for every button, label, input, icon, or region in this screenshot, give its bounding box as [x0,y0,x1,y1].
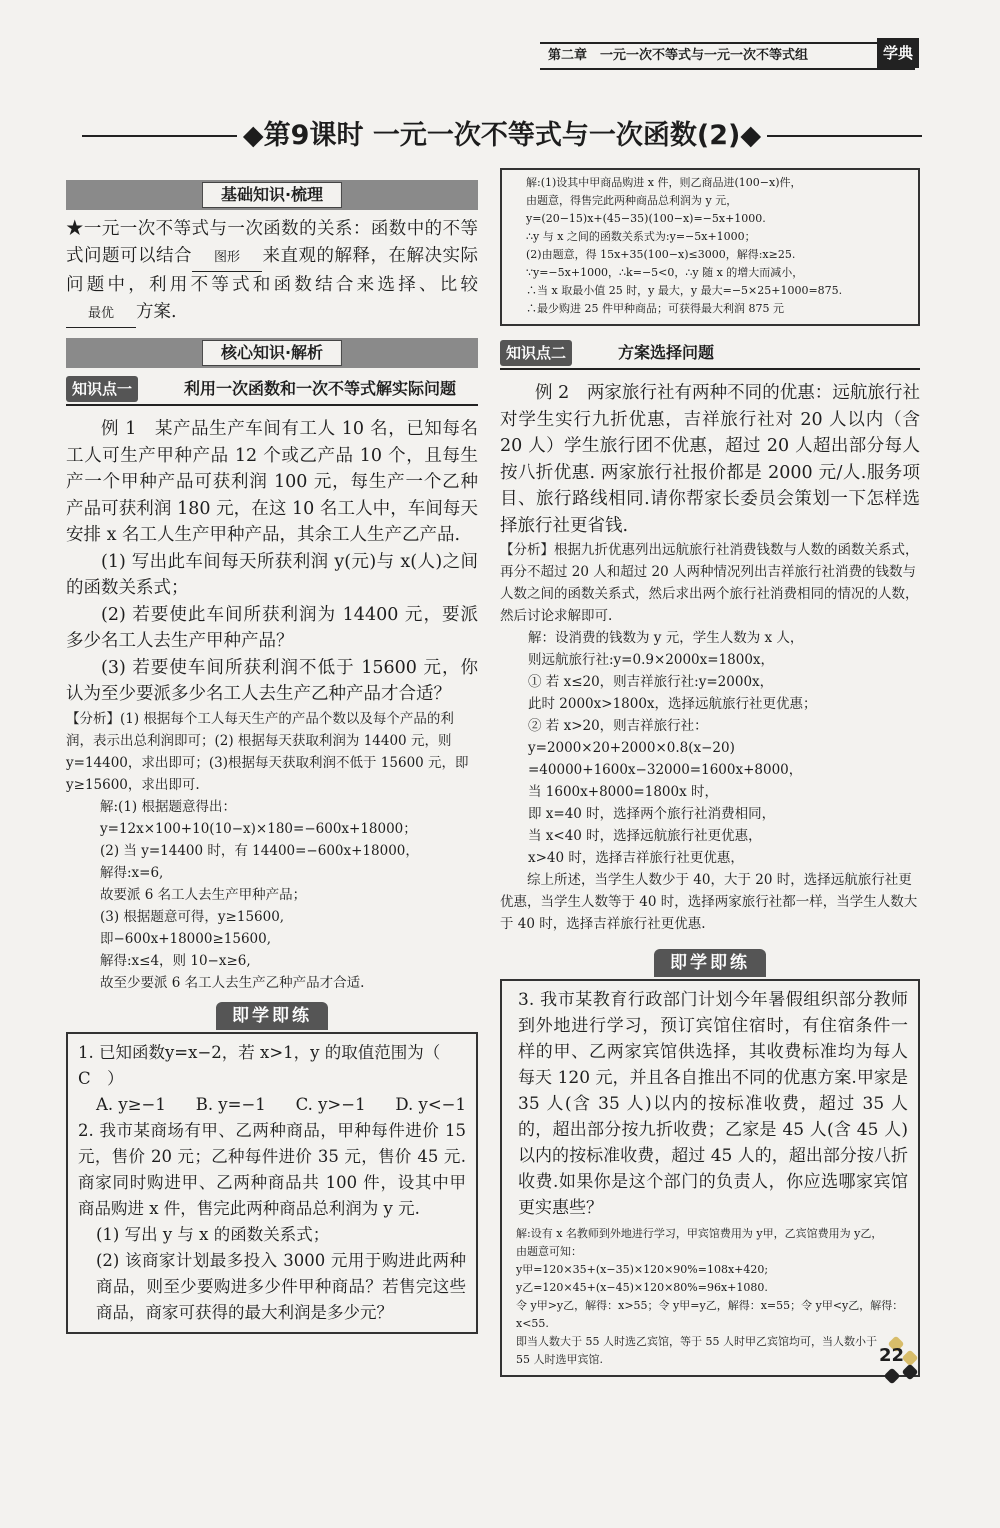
solution-line: 解得:x=6, [100,864,164,881]
example-1-q1: (1) 写出此车间每天所获利润 y(元)与 x(人)之间的函数关系式； [66,551,478,598]
right-column [500,168,920,1377]
knowledge-point-1-title: 利用一次函数和一次不等式解实际问题 [184,379,457,398]
practice-1-stem: 1. 已知函数y=x−2，若 x>1，y 的取值范围为（ C ） [78,1042,457,1088]
answer-line: ∴最少购进 25 件甲种商品；可获得最大利润 875 元 [526,302,784,315]
example-1-analysis: 【分析】(1) 根据每个工人每天生产的产品个数以及每个产品的利润，表示出总利润即可；(2) 根据每天获取利润为 14400 元，则 y=14400，求出即可；(3)根据每天获取利润不低于 15600 元，即 y≥15600，求出即可. [66,710,469,793]
answer-line: ∴当 x 取最小值 25 时，y 最大，y 最大=−5×25+1000=875. [526,284,843,297]
solution-line: =40000+1600x−32000=1600x+8000， [528,762,803,778]
section-band-basic [66,180,478,210]
solution-line: 当 1600x+8000=1800x 时， [528,784,719,800]
publisher-logo: 学典 [877,38,919,68]
solution-line: 即 x=40 时，选择两个旅行社消费相同， [528,806,776,822]
practice-box-left [66,1032,478,1334]
option-d: D. y<−1 [395,1094,466,1114]
practice-tab-right [500,949,920,979]
chapter-header [540,42,915,70]
solution-line: x>40 时，选择吉祥旅行社更优惠， [528,850,744,866]
option-a: A. y≥−1 [96,1094,166,1114]
example-1-q2: (2) 若要使此车间所获利润为 14400 元，要派多少名工人去生产甲种产品？ [66,604,478,651]
example-1-solution [66,796,478,994]
knowledge-point-1-tag: 知识点一 [66,376,138,402]
option-c: C. y>−1 [295,1094,366,1114]
solution-line: (3) 根据题意可得，y≥15600, [100,908,285,925]
example-2-conclusion: 综上所述，当学生人数少于 40，大于 20 时，选择远航旅行社更优惠，当学生人数等于 40 时，选择两家旅行社都一样，当学生人数大于 40 时，选择吉祥旅行社更优惠. [500,872,918,932]
section-band-basic-label: 基础知识·梳理 [202,182,342,208]
practice-tab-left [66,1002,478,1032]
answer-line: 即当人数大于 55 人时选乙宾馆，等于 55 人时甲乙宾馆均可，当人数小于 [516,1335,877,1348]
answer-line: 55 人时选甲宾馆. [516,1353,603,1366]
basic-knowledge-text: ★一元一次不等式与一次函数的关系：函数中的不等式问题可以结合 图形 来直观的解释，在解决实际问题中，利用不等式和函数结合来选择、比较最优 方案. [66,216,478,328]
solution-line: ② 若 x>20，则吉祥旅行社： [528,718,708,734]
practice-2-stem: 2. 我市某商场有甲、乙两种商品，甲种每件进价 15 元，售价 20 元；乙种每件进价 35 元，售价 45 元.商家同时购进甲、乙两种商品共 100 件，设其中甲商品购进 x 件，售完此两种商品总利润为 y 元. [78,1120,466,1218]
practice-tab-right-label: 即学即练 [654,949,766,977]
answer-line: 令 y甲>y乙，解得：x>55；令 y甲=y乙，解得：x=55；令 y甲<y乙，解得：x<55. [516,1299,904,1330]
answer-blank-1: 图形 [192,245,262,273]
solution-line: 即−600x+18000≥15600, [100,930,271,947]
practice-tab-left-label: 即学即练 [216,1002,328,1030]
practice-2-q1: (1) 写出 y 与 x 的函数关系式； [96,1224,330,1244]
example-2-stem: 例 2 两家旅行社有两种不同的优惠：远航旅行社对学生实行九折优惠，吉祥旅行社对 20 人以内（含 20 人）学生旅行团不优惠，超过 20 人超出部分每人按八折优惠. 两家旅行社报价都是 2000 元/人.服务项目、旅行路线相同.请你帮家长委员会策划一下怎样选择旅行社更省钱. [500,383,920,536]
answer-blank-2: 最优 [66,301,136,329]
solution-line: ① 若 x≤20，则吉祥旅行社:y=2000x， [528,674,774,690]
answer-line: y=(20−15)x+(45−35)(100−x)=−5x+1000. [526,212,766,225]
answer-line: 解:设有 x 名教师到外地进行学习，甲宾馆费用为 y甲，乙宾馆费用为 y乙， [516,1227,883,1240]
answer-line: 由题意可知： [516,1245,582,1258]
solution-line: 故至少要派 6 名工人去生产乙种产品才合适. [100,974,365,991]
solution-line: (2) 当 y=14400 时，有 14400=−600x+18000， [100,842,419,859]
section-band-core [66,338,478,368]
answer-line: y甲=120×35+(x−35)×120×90%=108x+420; [516,1263,769,1276]
knowledge-point-2-tag: 知识点二 [500,340,572,366]
solution-line: 故要派 6 名工人去生产甲种产品； [100,886,307,903]
practice-1-options [78,1092,466,1118]
practice-2-answer-box [500,168,920,326]
example-2-analysis: 【分析】根据九折优惠列出远航旅行社消费钱数与人数的函数关系式，再分不超过 20 人和超过 20 人两种情况列出吉祥旅行社消费的钱数与人数之间的函数关系式，然后求出两个旅行社消费相同的情况的人数，然后讨论求解即可. [500,542,919,624]
practice-3-stem: 3. 我市某教育行政部门计划今年暑假组织部分教师到外地进行学习，预订宾馆住宿时，有住宿条件一样的甲、乙两家宾馆供选择，其收费标准均为每人每天 120 元，并且各自推出不同的优惠方案.甲家是 35 人(含 35 人)以内的按标准收费，超过 35 人的，超出部分按九折收费；乙家是 45 人(含 45 人)以内的按标准收费，超过 45 人的，超出部分按八折收费.如果你是这个部门的负责人，你应选哪家宾馆更实惠些？ [518,990,908,1218]
lesson-title: ◆第9课时 一元一次不等式与一次函数(2)◆ [237,120,767,151]
option-b: B. y=−1 [195,1094,266,1114]
answer-line: ∴y 与 x 之间的函数关系式为:y=−5x+1000； [526,230,756,243]
practice-3-answer [512,1225,908,1369]
section-band-core-label: 核心知识·解析 [202,340,342,366]
example-2-solution [500,627,920,869]
answer-line: ∵y=−5x+1000，∴k=−5<0，∴y 随 x 的增大而减小， [526,266,804,279]
solution-line: 则远航旅行社:y=0.9×2000x=1800x， [528,652,775,668]
left-column [66,180,478,1334]
solution-line: 此时 2000x>1800x，选择远航旅行社更优惠； [528,696,817,712]
knowledge-point-2-title: 方案选择问题 [618,343,715,362]
chapter-title: 第二章 一元一次不等式与一元一次不等式组 [548,48,809,63]
answer-line: (2)由题意，得 15x+35(100−x)≤3000，解得:x≥25. [526,248,796,261]
example-1-stem: 例 1 某产品生产车间有工人 10 名，已知每名工人可生产甲种产品 12 个或乙产品 10 个，且每生产一个甲种产品可获利润 100 元，每生产一个乙种产品可获利润 180 元，在这 10 名工人中，车间每天安排 x 名工人生产甲种产品，其余工人生产乙产品. [66,419,478,545]
practice-box-right [500,979,920,1377]
solution-line: 解:(1) 根据题意得出： [100,798,236,815]
solution-line: y=2000×20+2000×0.8(x−20) [528,740,735,756]
knowledge-point-1-header [66,374,478,406]
practice-2-q2: (2) 该商家计划最多投入 3000 元用于购进此两种商品，则至少要购进多少件甲种商品？若售完这些商品，商家可获得的最大利润是多少元？ [96,1250,466,1322]
solution-line: y=12x×100+10(10−x)×180=−600x+18000； [100,820,417,837]
answer-line: y乙=120×45+(x−45)×120×80%=96x+1080. [516,1281,768,1294]
example-1-q3: (3) 若要使车间所获利润不低于 15600 元，你认为至少要派多少名工人去生产乙种产品才合适？ [66,657,478,704]
solution-line: 当 x<40 时，选择远航旅行社更优惠， [528,828,762,844]
lesson-title-row [82,116,922,156]
solution-line: 解：设消费的钱数为 y 元，学生人数为 x 人， [528,630,804,646]
page-number: 22 [878,1345,904,1366]
answer-line: 解:(1)设其中甲商品购进 x 件，则乙商品进(100−x)件， [526,176,802,189]
solution-line: 解得:x≤4，则 10−x≥6, [100,952,251,969]
answer-line: 由题意，得售完此两种商品总利润为 y 元， [526,194,738,207]
knowledge-point-2-header [500,338,920,370]
